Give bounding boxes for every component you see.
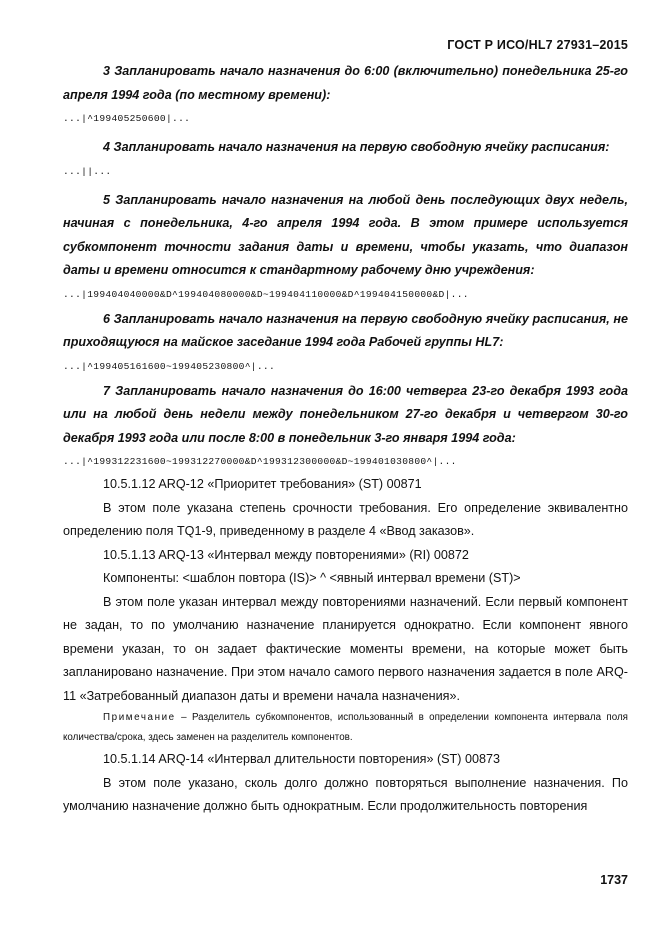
- page-content: [63, 60, 628, 819]
- example-7-text: 7 Запланировать начало назначения до 16:00 четверга 23-го декабря 1993 года или на любой день недели между понедельником 27-го декабря и четвергом 30-го декабря 1993 года или после 8:00 в понедельник 3-го января 1994 года:: [63, 383, 628, 445]
- note-paragraph: [63, 708, 628, 748]
- example-7-code: ...|^199312231600~199312270000&D^199312300000&D~199401030800^|...: [63, 456, 457, 467]
- example-6-text: 6 Запланировать начало назначения на первую свободную ячейку расписания, не приходящуюся на майское заседание 1994 года Рабочей группы HL7:: [63, 311, 628, 349]
- section-12-heading: 10.5.1.12 ARQ-12 «Приоритет требования» (ST) 00871: [103, 477, 422, 491]
- section-13-components: Компоненты: <шаблон повтора (IS)> ^ <явный интервал времени (ST)>: [103, 571, 521, 585]
- section-14-heading: 10.5.1.14 ARQ-14 «Интервал длительности повторения» (ST) 00873: [103, 752, 500, 766]
- section-13-heading: 10.5.1.13 ARQ-13 «Интервал между повторениями» (RI) 00872: [103, 547, 469, 562]
- example-5-code: ...|199404040000&D^199404080000&D~199404110000&D^199404150000&D|...: [63, 288, 469, 300]
- section-12-text: В этом поле указана степень срочности требования. Его определение эквивалентно определению поля TQ1-9, приведенному в разделе 4 «Ввод заказов».: [63, 500, 628, 538]
- note-label: Примечание: [103, 712, 176, 723]
- example-4-text: 4 Запланировать начало назначения на первую свободную ячейку расписания:: [103, 140, 610, 154]
- example-6-code: ...|^199405161600~199405230800^|...: [63, 360, 276, 372]
- example-5-text: 5 Запланировать начало назначения на любой день последующих двух недель, начиная с понедельника, 4-го апреля 1994 года. В этом примере используется субкомпонент точности задания даты и времени, чтобы указать, что диапазон даты и времени относится к стандартному рабочему дню учреждения:: [63, 192, 628, 277]
- section-13-text: В этом поле указан интервал между повторениями назначений. Если первый компонент не задан, то по умолчанию назначение планируется однократно. Если компонент явного времени указан, то он задает фактические моменты времени, на которые может быть запланировано назначение. При этом начало самого первого назначения задается в поле ARQ-11 «Затребованный диапазон даты и времени начала назначения».: [63, 594, 628, 703]
- example-4-code: ...||...: [63, 165, 112, 177]
- section-14-text: В этом поле указано, сколь долго должно повторяться выполнение назначения. По умолчанию назначение должно быть однократным. Если продолжительность повторения: [63, 775, 628, 813]
- example-3-text: 3 Запланировать начало назначения до 6:00 (включительно) понедельника 25-го апреля 1994 года (по местному времени):: [63, 64, 628, 102]
- example-3-code: ...|^199405250600|...: [63, 113, 191, 124]
- note-text: – Разделитель субкомпонентов, использованный в определении компонента интервала поля количества/срока, здесь заменен на разделитель компонентов.: [63, 712, 628, 743]
- page-number: 1737: [600, 873, 628, 887]
- document-header: ГОСТ Р ИСО/HL7 27931–2015: [447, 38, 628, 52]
